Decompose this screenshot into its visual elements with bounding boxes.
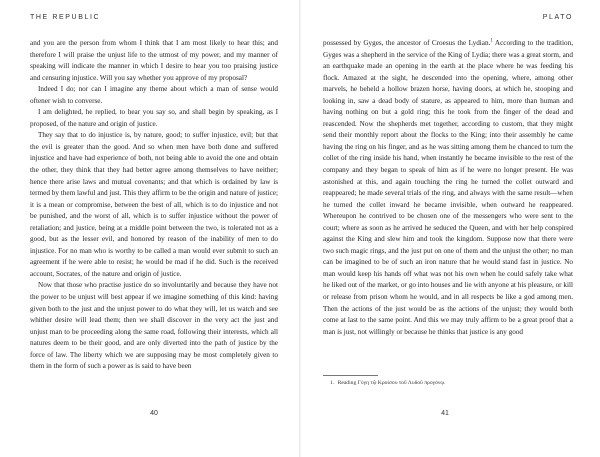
page-number-right: 41 bbox=[441, 410, 449, 417]
right-page-body bbox=[323, 38, 573, 338]
left-page-body bbox=[30, 38, 278, 373]
footnote-divider bbox=[323, 375, 378, 376]
right-page bbox=[300, 0, 600, 457]
running-head-right: PLATO bbox=[542, 14, 573, 21]
paragraph-continuation: According to the tradition, Gyges was a shepherd in the service of the King of Lydia; there was a great storm, and an earthquake made an opening in the earth at the place where he was feeding his flock. Amazed at the sight, he descended into the opening, where, among other marvels, he beheld a hollow brazen horse, having doors, at which he, stooping and looking in, saw a dead body of stature, as appeared to him, more than human and having nothing on but a gold ring; this he took from the finger of the dead and reascended. Now the shepherds met together, according to custom, that they might send their monthly report about the flocks to the King; into their assembly he came having the ring on his finger, and as he was sitting among them he chanced to turn the collet of the ring inside his hand, when instantly he became invisible to the rest of the company and they began to speak of him as if he were no longer present. He was astonished at this, and again touching the ring he turned the collet outward and reappeared; he made several trials of the ring, and always with the same result—when he turned the collet inward he became invisible, when outward he reappeared. Whereupon he contrived to be chosen one of the messengers who were sent to the court; where as soon as he arrived he seduced the Queen, and with her help conspired against the King and slew him and took the kingdom. Suppose now that there were two such magic rings, and the just put on one of them and the unjust the other; no man can be imagined to be of such an iron nature that he would stand fast in justice. No man would keep his hands off what was not his own when he could safely take what he liked out of the market, or go into houses and lie with anyone at his pleasure, or kill or release from prison whom he would, and in all respects be like a god among men. Then the actions of the just would be as the actions of the unjust; they would both come at last to the same point. And this we may truly affirm to be a great proof that a man is just, not willingly or because he thinks that justice is any good bbox=[323, 39, 573, 336]
paragraph: and you are the person from whom I think that I am most likely to hear this; and therefore I will praise the unjust life to the utmost of my power, and my manner of speaking will indicate the manner in which I desire to hear you too praising justice and censuring injustice. Will you say whether you approve of my proposal? bbox=[30, 39, 278, 82]
paragraph: Now that those who practise justice do so involuntarily and because they have not the power to be unjust will best appear if we imagine something of this kind: having given both to the just and the unjust power to do what they will, let us watch and see whither desire will lead them; then we shall discover in the very act the just and unjust man to be proceeding along the same road, following their interests, which all natures deem to be their good, and are only diverted into the path of justice by the force of law. The liberty which we are supposing may be most completely given to them in the form of such a power as is said to have been bbox=[30, 281, 278, 371]
paragraph: They say that to do injustice is, by nature, good; to suffer injustice, evil; but that the evil is greater than the good. And so when men have both done and suffered injustice and have had experience of both, not being able to avoid the one and obtain the other, they think that they had better agree among themselves to have neither; hence there arise laws and mutual covenants; and that which is ordained by law is termed by them lawful and just. This they affirm to be the origin and nature of justice; it is a mean or compromise, between the best of all, which is to do injustice and not be punished, and the worst of all, which is to suffer injustice without the power of retaliation; and justice, being at a middle point between the two, is tolerated not as a good, but as the lesser evil, and honored by reason of the inability of men to do injustice. For no man who is worthy to be called a man would ever submit to such an agreement if he were able to resist; he would be mad if he did. Such is the received account, Socrates, of the nature and origin of justice. bbox=[30, 131, 278, 278]
footnote-number: 1. bbox=[330, 380, 335, 386]
footnote bbox=[330, 380, 570, 387]
running-head-left: THE REPUBLIC bbox=[30, 14, 101, 21]
footnote-text: Reading Γύγη τῷ Κροίσου τοῦ Λυδοῦ προγόνῳ. bbox=[337, 380, 446, 386]
paragraph: Indeed I do; nor can I imagine any theme about which a man of sense would oftener wish to converse. bbox=[30, 85, 278, 105]
footnote-reference: 1 bbox=[490, 38, 493, 44]
paragraph: I am delighted, he replied, to hear you say so, and shall begin by speaking, as I proposed, of the nature and origin of justice. bbox=[30, 108, 278, 128]
paragraph-start: possessed by Gyges, the ancestor of Croesus the Lydian. bbox=[323, 39, 491, 47]
page-number-left: 40 bbox=[150, 410, 158, 417]
paragraph bbox=[323, 38, 573, 338]
